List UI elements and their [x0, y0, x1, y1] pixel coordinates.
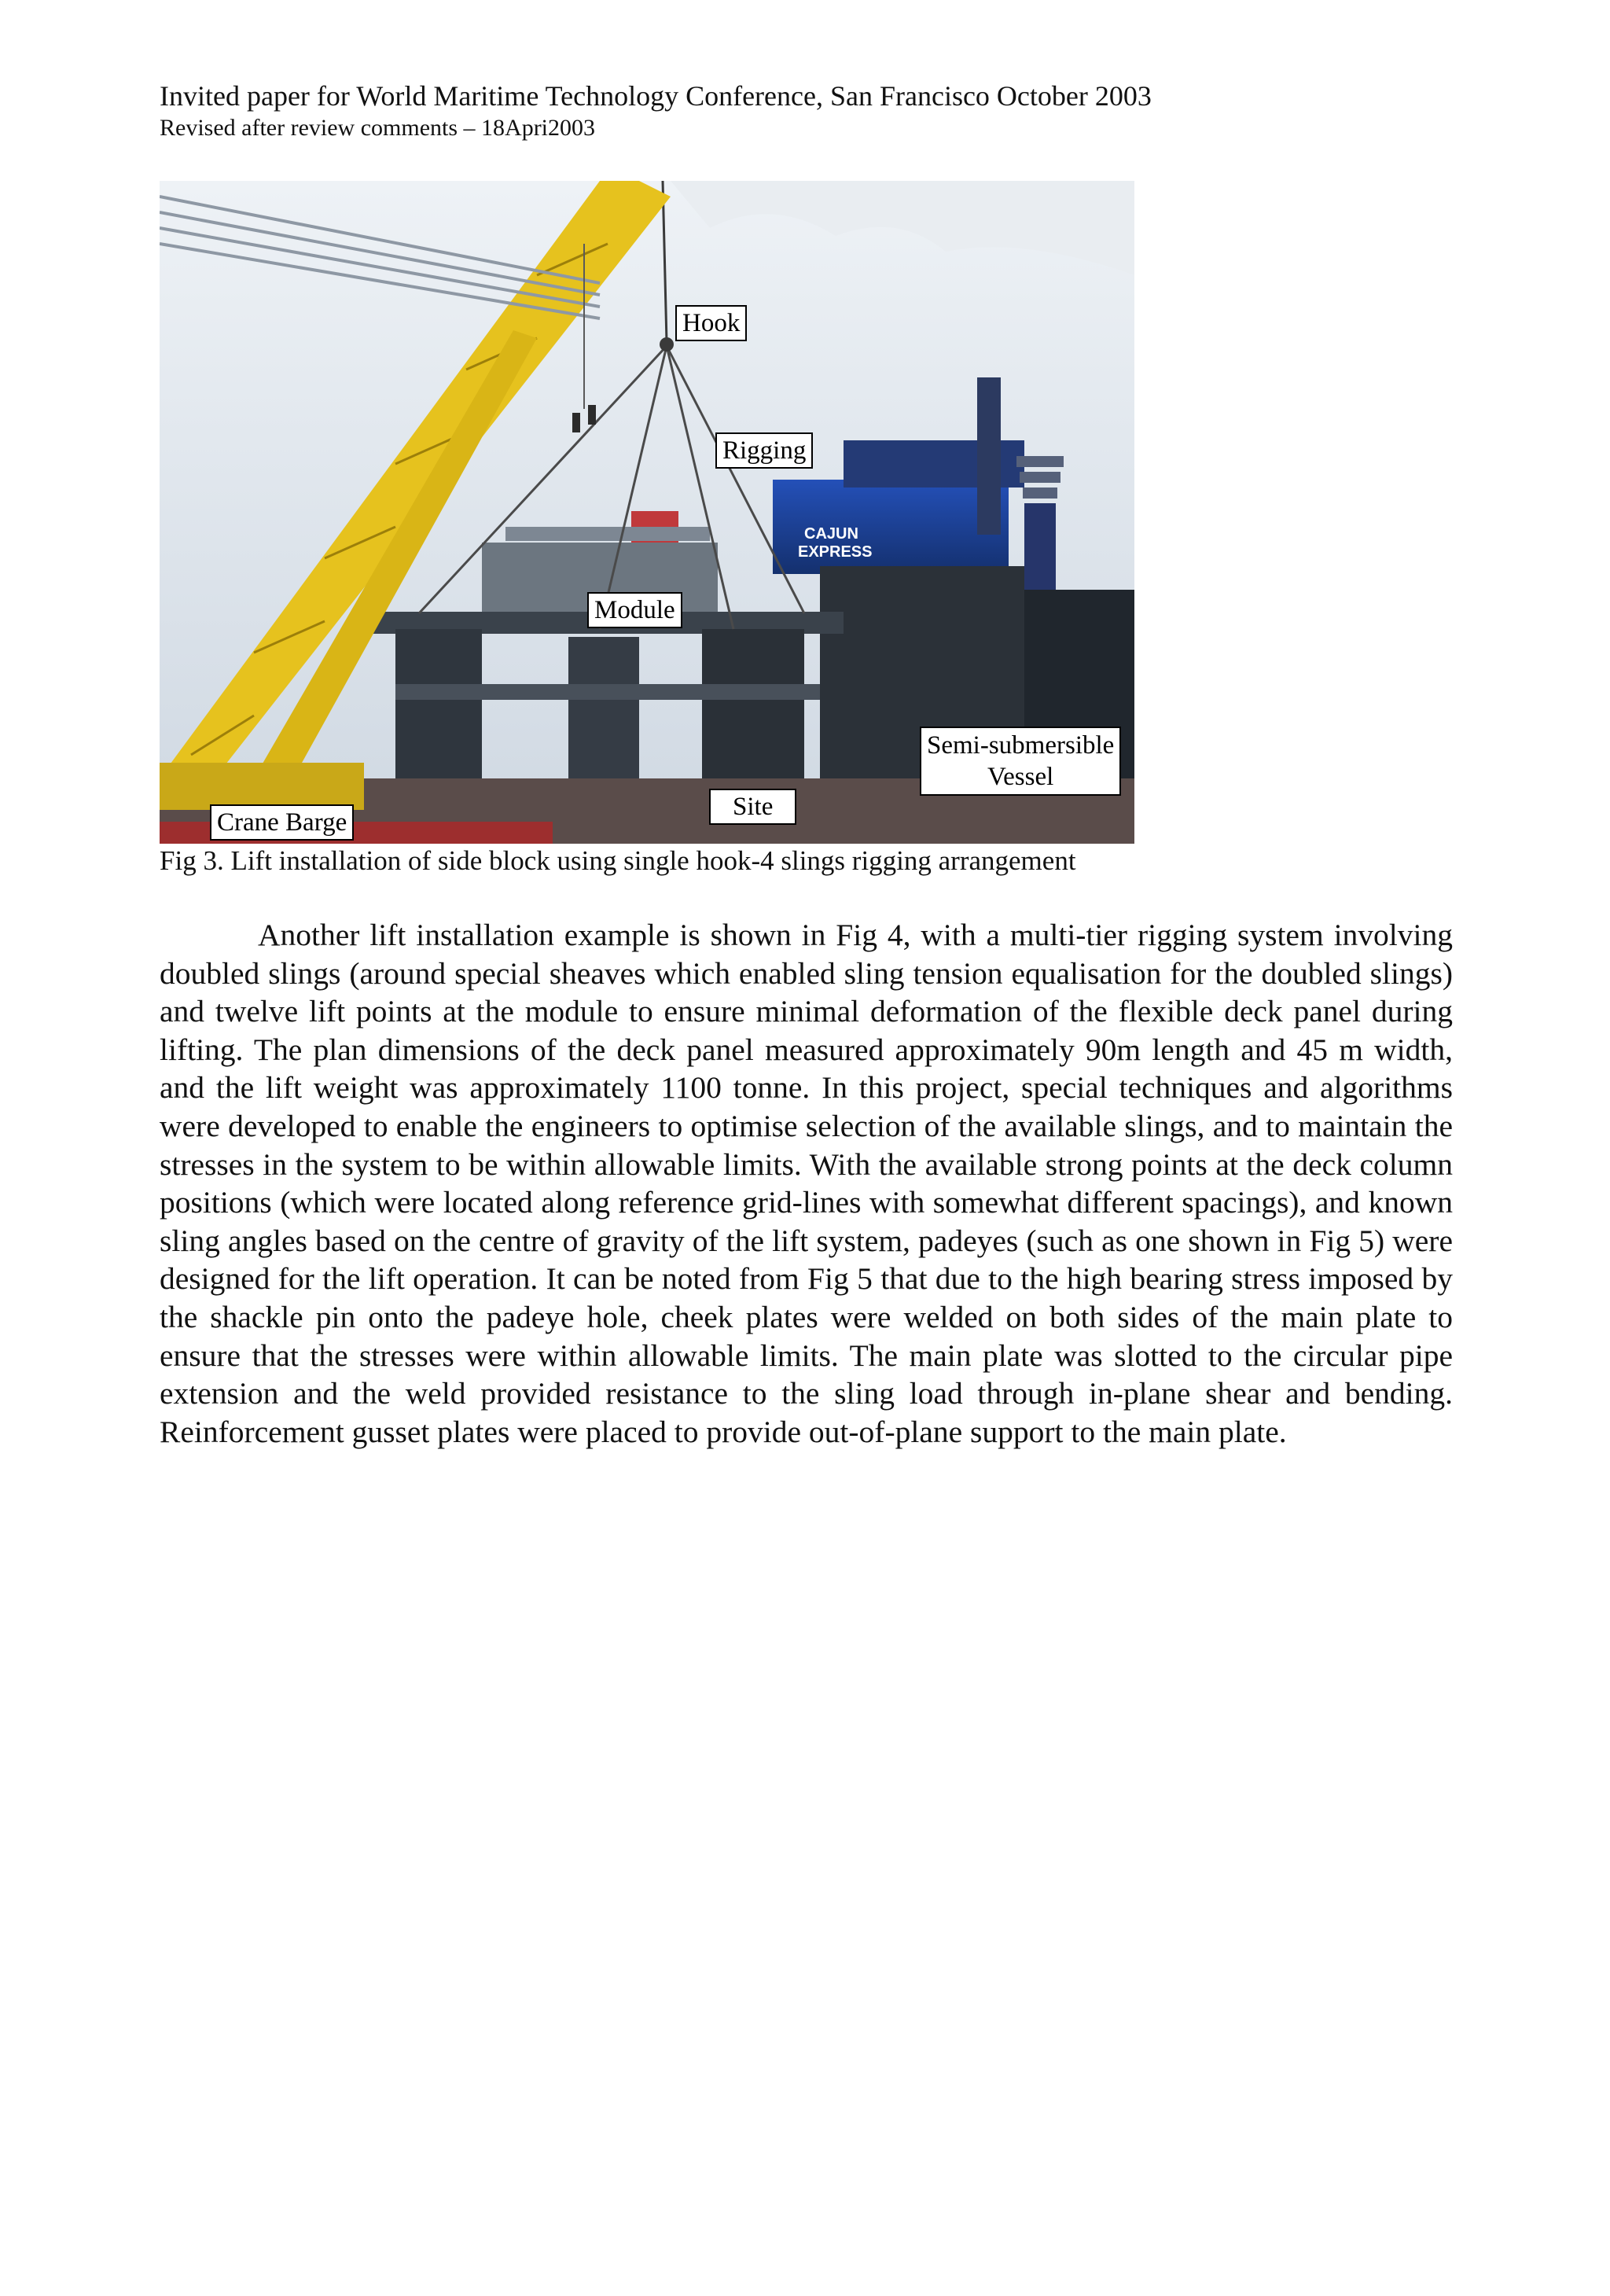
figure-caption: Fig 3. Lift installation of side block using single hook-4 slings rigging arrangement: [160, 845, 1076, 876]
figure-lift-installation-photo: [160, 181, 1134, 844]
label-semi-submersible-vessel: [920, 727, 1121, 796]
body-paragraph: Another lift installation example is shown in Fig 4, with a multi-tier rigging system involving doubled slings (around special sheaves which enabled sling tension equalisation for the doubled slings) and twelve lift points at the module to ensure minimal deformation of the flexible deck panel during lifting. The plan dimensions of the deck panel measured approximately 90m length and 45 m width, and the lift weight was approximately 1100 tonne. In this project, special techniques and algorithms were developed to enable the engineers to optimise selection of the available slings, and to maintain the stresses in the system to be within allowable limits. With the available strong points at the deck column positions (which were located along reference grid-lines with somewhat different spacings), and known sling angles based on the centre of gravity of the lift system, padeyes (such as one shown in Fig 5) were designed for the lift operation. It can be noted from Fig 5 that due to the high bearing stress imposed by the shackle pin onto the padeye hole, cheek plates were welded on both sides of the main plate to ensure that the stresses were within allowable limits. The main plate was slotted to the circular pipe extension and the weld provided resistance to the sling load through in-plane shear and bending. Reinforcement gusset plates were placed to provide out-of-plane support to the main plate.: [160, 918, 1453, 1449]
header-conference-line: Invited paper for World Maritime Technology Conference, San Francisco October 2003: [160, 80, 1152, 112]
label-vessel-line1: Semi-submersible: [927, 731, 1115, 760]
page-header: [160, 79, 1457, 143]
vessel-sign-line1: CAJUN: [804, 525, 858, 543]
label-hook: Hook: [675, 305, 747, 341]
vessel-sign-line2: EXPRESS: [798, 543, 873, 561]
label-module: Module: [587, 592, 682, 628]
label-rigging: Rigging: [715, 432, 813, 469]
module-mid-leg: [568, 637, 639, 802]
background-gantry: [505, 527, 710, 541]
label-crane-barge: Crane Barge: [210, 804, 354, 841]
label-vessel-line2: Vessel: [987, 763, 1054, 791]
body-paragraph-container: [160, 916, 1453, 1451]
hook-block: [660, 337, 674, 351]
header-revision-line: Revised after review comments – 18Apri2003: [160, 115, 596, 141]
module-lower-beam: [395, 684, 820, 700]
label-site: Site: [709, 789, 796, 825]
crane-base: [160, 763, 364, 810]
vessel-tower: [977, 377, 1001, 535]
